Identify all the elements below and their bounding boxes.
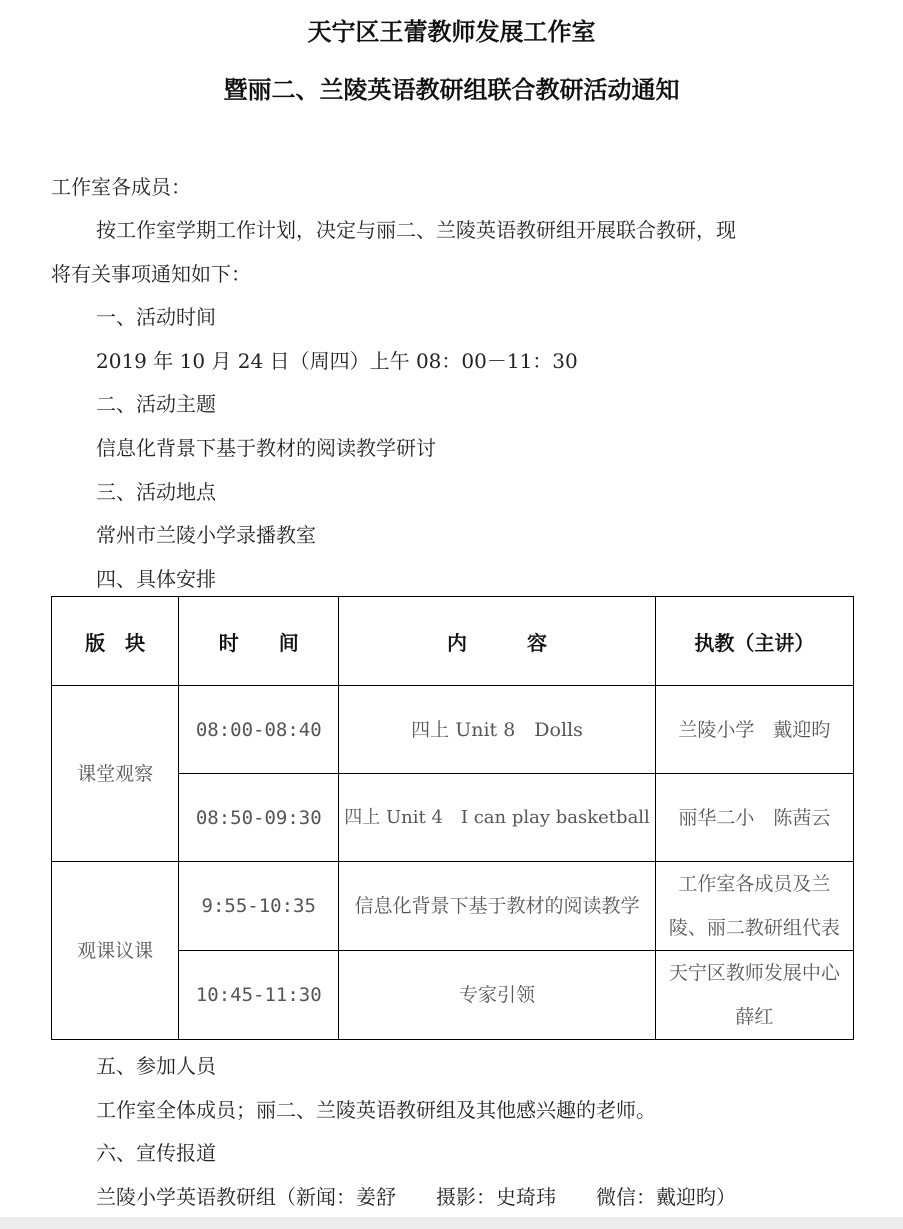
row-time: 9:55-10:35 xyxy=(179,862,339,951)
title-line-2: 暨丽二、兰陵英语教研组联合教研活动通知 xyxy=(223,75,680,104)
place-heading: 三、活动地点 xyxy=(96,480,216,504)
block-name: 课堂观察 xyxy=(52,686,179,862)
row-time: 08:50-09:30 xyxy=(179,774,339,862)
row-teacher: 兰陵小学 戴迎昀 xyxy=(655,686,853,774)
row-content: 四上 Unit 8 Dolls xyxy=(339,686,655,774)
salutation: 工作室各成员： xyxy=(51,175,191,199)
table-row xyxy=(52,686,854,774)
page-bottom-edge xyxy=(0,1217,903,1229)
header-content: 内 容 xyxy=(339,597,655,686)
row-time: 08:00-08:40 xyxy=(179,686,339,774)
publicity-value: 兰陵小学英语教研组（新闻：姜舒 摄影：史琦玮 微信：戴迎昀） xyxy=(96,1185,736,1209)
intro-line-1: 按工作室学期工作计划，决定与丽二、兰陵英语教研组开展联合教研，现 xyxy=(96,218,736,242)
table-header-row xyxy=(52,597,854,686)
row-content: 四上 Unit 4 I can play basketball xyxy=(339,774,655,862)
theme-heading: 二、活动主题 xyxy=(96,392,216,416)
row-teacher: 天宁区教师发展中心薛红 xyxy=(655,951,853,1040)
time-heading: 一、活动时间 xyxy=(96,305,216,329)
header-teacher: 执教（主讲） xyxy=(655,597,853,686)
table-row xyxy=(52,862,854,951)
place-value: 常州市兰陵小学录播教室 xyxy=(96,523,316,547)
participants-heading: 五、参加人员 xyxy=(96,1054,216,1078)
schedule-table xyxy=(51,596,854,1040)
schedule-heading: 四、具体安排 xyxy=(96,567,216,591)
row-content: 信息化背景下基于教材的阅读教学 xyxy=(339,862,655,951)
row-teacher: 工作室各成员及兰陵、丽二教研组代表 xyxy=(655,862,853,951)
time-value: 2019 年 10 月 24 日（周四）上午 08：00－11：30 xyxy=(96,349,578,373)
publicity-heading: 六、宣传报道 xyxy=(96,1141,216,1165)
row-time: 10:45-11:30 xyxy=(179,951,339,1040)
header-time: 时 间 xyxy=(179,597,339,686)
intro-line-2: 将有关事项通知如下： xyxy=(51,262,251,286)
theme-value: 信息化背景下基于教材的阅读教学研讨 xyxy=(96,436,436,460)
row-content: 专家引领 xyxy=(339,951,655,1040)
row-teacher: 丽华二小 陈茜云 xyxy=(655,774,853,862)
title-line-1: 天宁区王蕾教师发展工作室 xyxy=(307,17,596,46)
participants-value: 工作室全体成员；丽二、兰陵英语教研组及其他感兴趣的老师。 xyxy=(96,1098,656,1122)
header-block: 版 块 xyxy=(52,597,179,686)
block-name: 观课议课 xyxy=(52,862,179,1040)
